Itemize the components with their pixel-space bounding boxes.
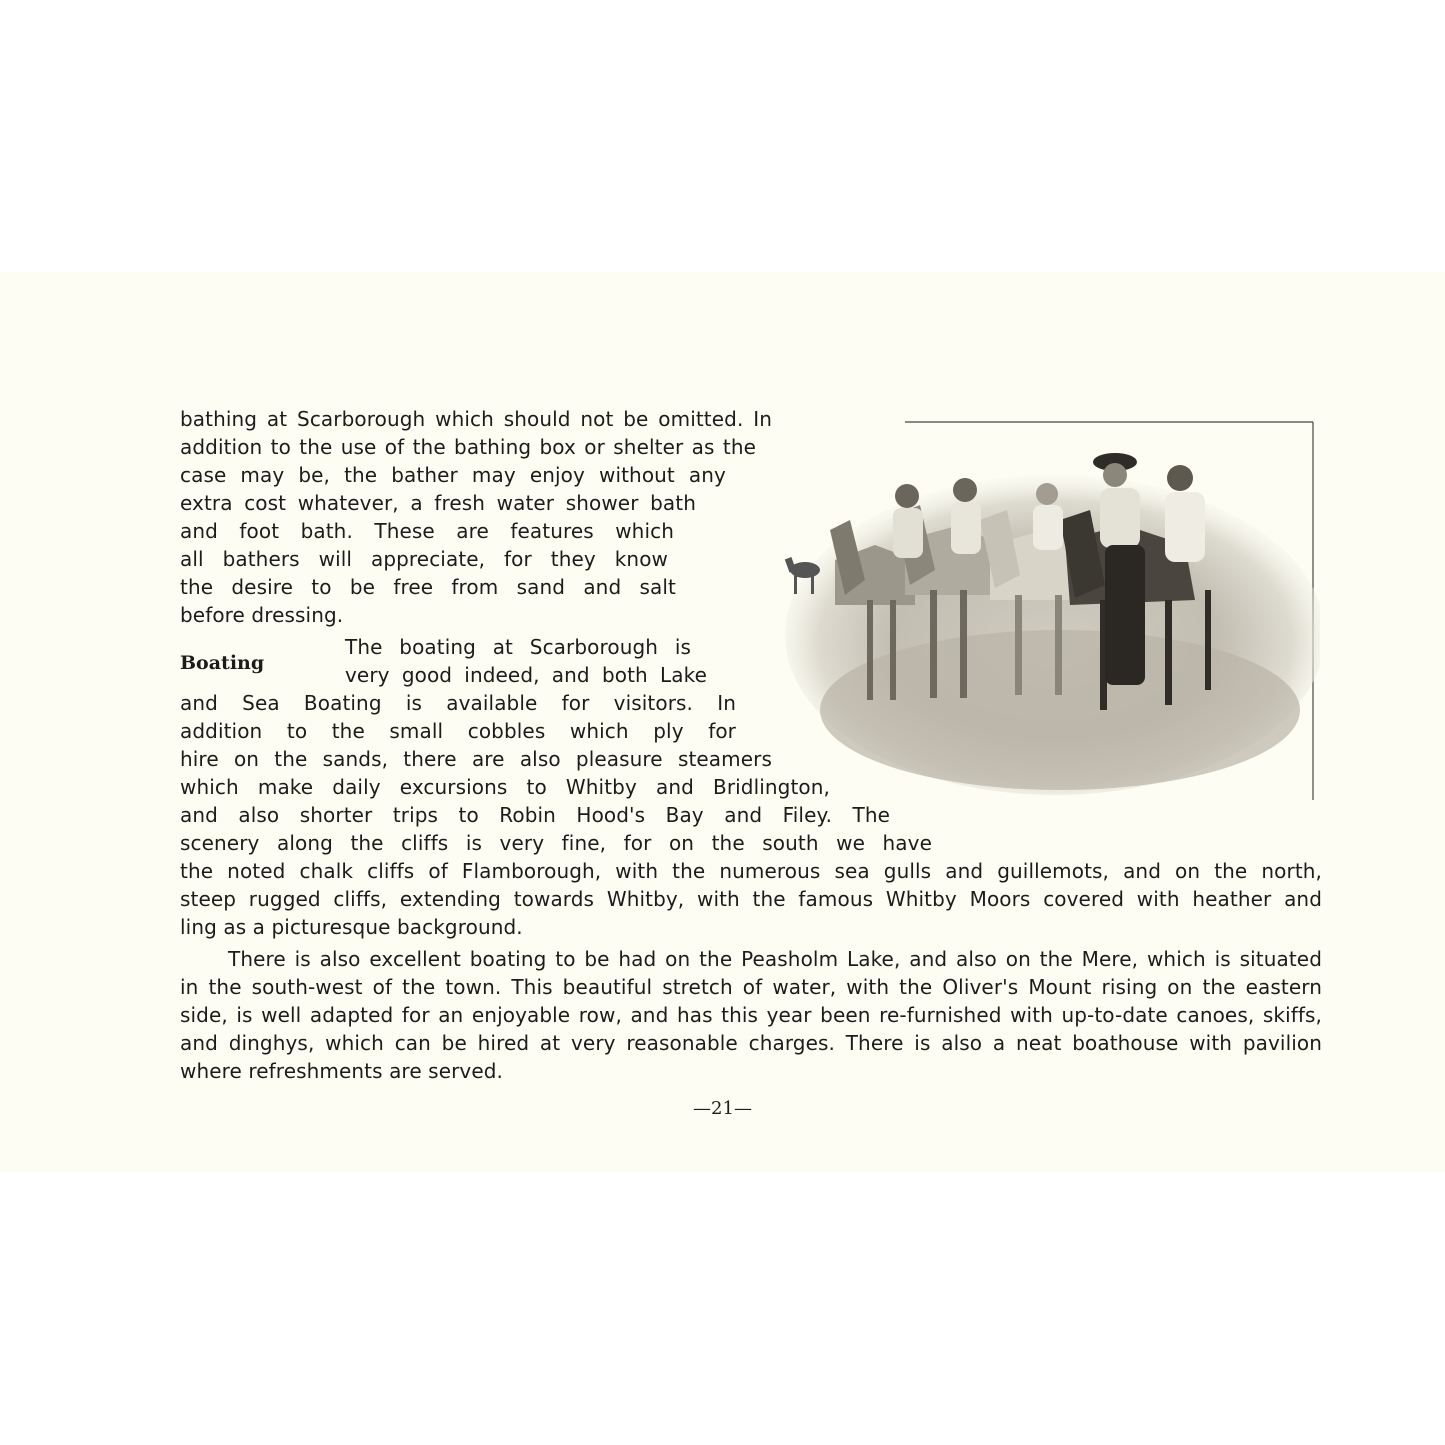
text-line: the noted chalk cliffs of Flamborough, with the numerous sea gulls and guillemots, and on the north, [180,859,1322,883]
book-page [0,272,1445,1172]
text-line: steep rugged cliffs, extending towards Whitby, with the famous Whitby Moors covered with heather and [180,887,1322,911]
section-heading: Boating [180,652,265,674]
text-line: which make daily excursions to Whitby and Bridlington, [180,775,830,799]
text-line: There is also excellent boating to be had on the Peasholm Lake, and also on the Mere, which is situated [228,947,1322,971]
text-line: and dinghys, which can be hired at very reasonable charges. There is also a neat boathouse with pavilion [180,1031,1322,1055]
text-line: and foot bath. These are features which [180,519,674,543]
text-line: and Sea Boating is available for visitors. In [180,691,736,715]
text-line: addition to the use of the bathing box or shelter as the [180,435,756,459]
text-line: addition to the small cobbles which ply for [180,719,736,743]
text-line: the desire to be free from sand and salt [180,575,676,599]
page-number: —21— [693,1098,752,1119]
text-line: scenery along the cliffs is very fine, for on the south we have [180,831,932,855]
donkey-ride-photo [775,420,1320,805]
text-line: very good indeed, and both Lake [345,663,707,687]
text-line: The boating at Scarborough is [345,635,691,659]
text-line: extra cost whatever, a fresh water shower bath [180,491,696,515]
text-line: side, is well adapted for an enjoyable row, and has this year been re-furnished with up-to-date canoes, skiffs, [180,1003,1322,1027]
text-line: in the south-west of the town. This beautiful stretch of water, with the Oliver's Mount rising on the eastern [180,975,1322,999]
text-line: where refreshments are served. [180,1059,504,1083]
text-line: case may be, the bather may enjoy without any [180,463,726,487]
text-line: before dressing. [180,603,344,627]
text-line: bathing at Scarborough which should not be omitted. In [180,407,772,431]
text-line: hire on the sands, there are also pleasure steamers [180,747,772,771]
text-line: ling as a picturesque background. [180,915,523,939]
text-line: all bathers will appreciate, for they know [180,547,668,571]
text-line: and also shorter trips to Robin Hood's Bay and Filey. The [180,803,890,827]
